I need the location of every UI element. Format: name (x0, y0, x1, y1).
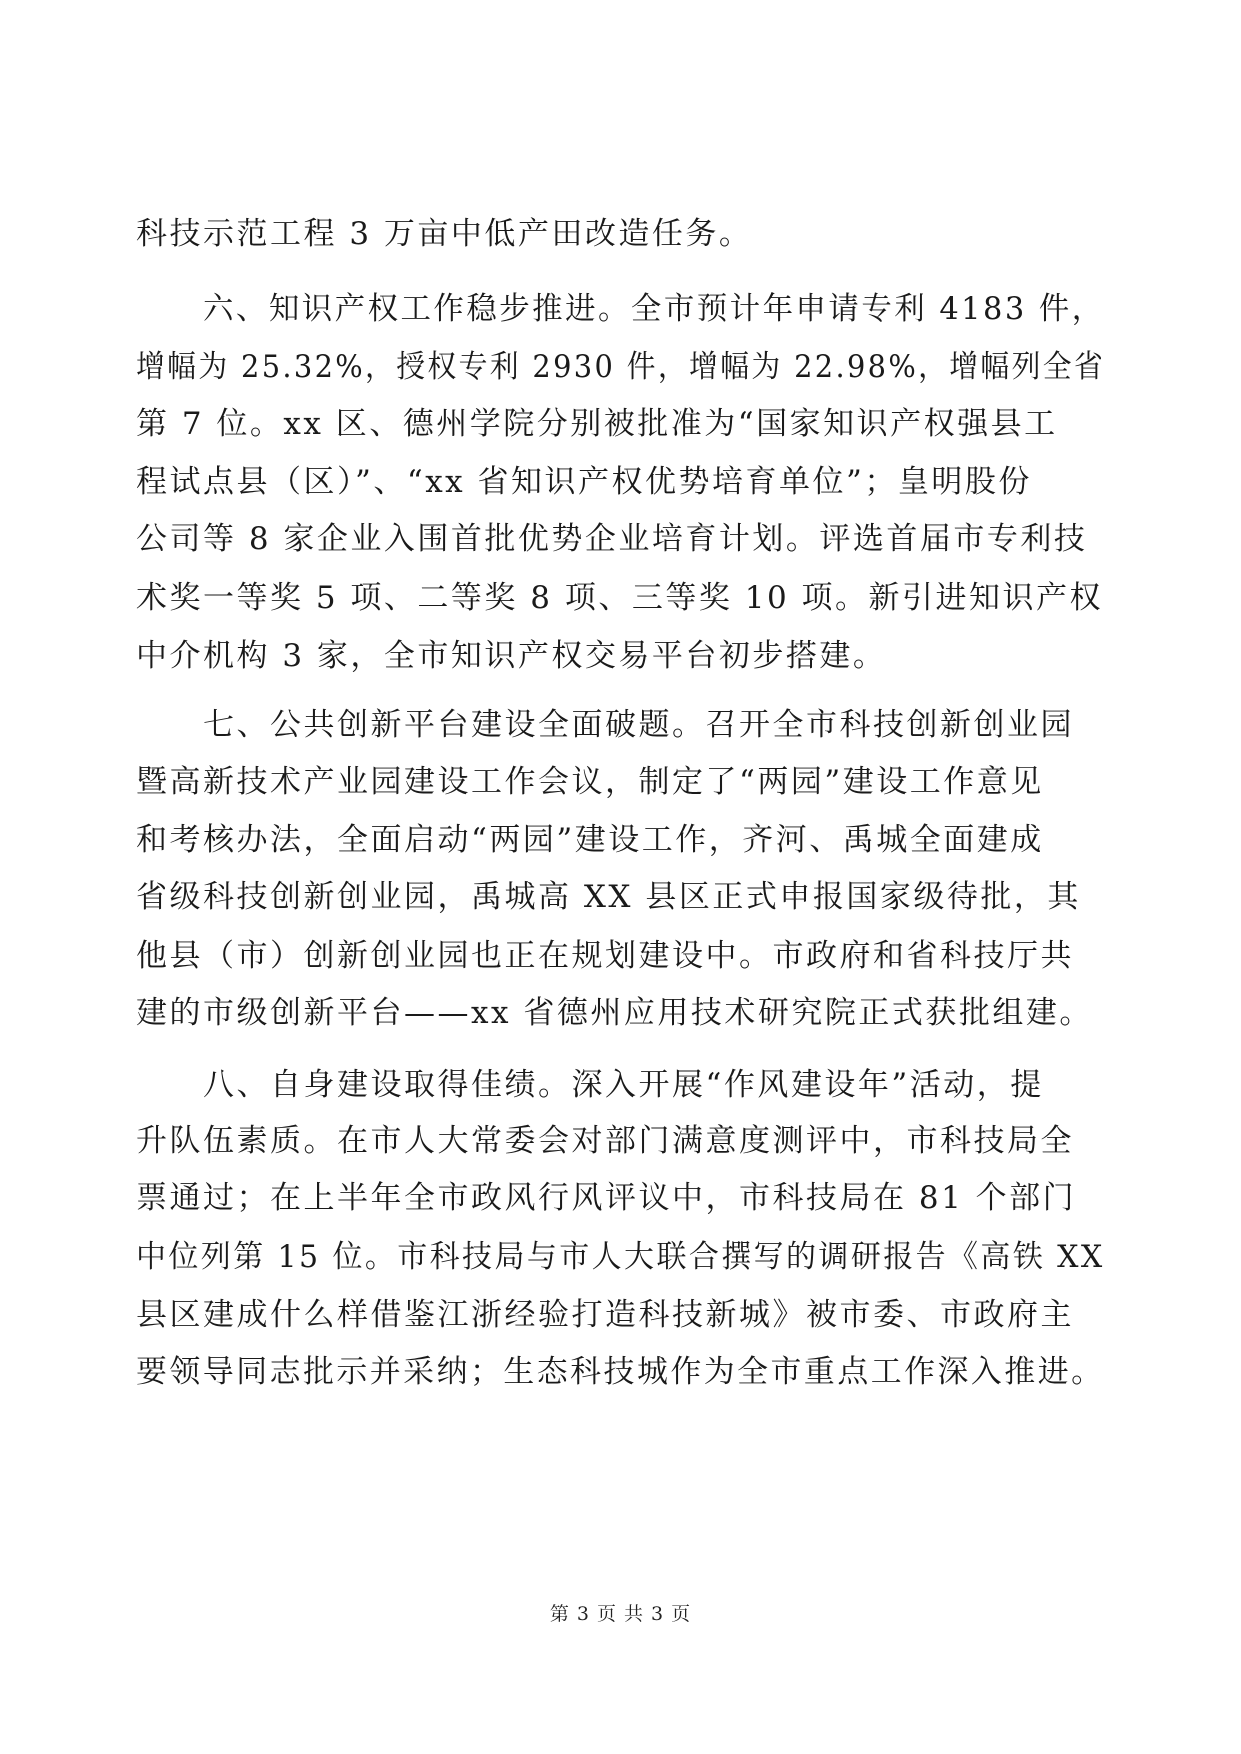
paragraph-8-line-4: 中位列第 15 位。市科技局与市人大联合撰写的调研报告《高铁 XX (136, 1239, 1105, 1275)
paragraph-8-line-6: 要领导同志批示并采纳；生态科技城作为全市重点工作深入推进。 (136, 1354, 1105, 1390)
paragraph-6-line-5: 公司等 8 家企业入围首批优势企业培育计划。评选首届市专利技 (136, 521, 1088, 557)
paragraph-7-line-6: 建的市级创新平台——xx 省德州应用技术研究院正式获批组建。 (136, 995, 1093, 1031)
paragraph-6-line-7: 中介机构 3 家，全市知识产权交易平台初步搭建。 (136, 638, 887, 674)
paragraph-7-line-1: 七、公共创新平台建设全面破题。召开全市科技创新创业园 (203, 707, 1074, 743)
paragraph-7-line-5: 他县（市）创新创业园也正在规划建设中。市政府和省科技厅共 (136, 938, 1074, 974)
paragraph-7-line-3: 和考核办法，全面启动“两园”建设工作，齐河、禹城全面建成 (136, 822, 1044, 858)
page-number-footer: 第 3 页 共 3 页 (549, 1603, 692, 1625)
paragraph-8-line-2: 升队伍素质。在市人大常委会对部门满意度测评中，市科技局全 (136, 1123, 1074, 1159)
paragraph-6-line-4: 程试点县（区）”、“xx 省知识产权优势培育单位”；皇明股份 (136, 464, 1032, 500)
paragraph-6-line-6: 术奖一等奖 5 项、二等奖 8 项、三等奖 10 项。新引进知识产权 (136, 580, 1104, 616)
paragraph-8-line-5: 县区建成什么样借鉴江浙经验打造科技新城》被市委、市政府主 (136, 1297, 1074, 1333)
paragraph-7-line-4: 省级科技创新创业园，禹城高 XX 县区正式申报国家级待批，其 (136, 879, 1081, 915)
paragraph-7-line-2: 暨高新技术产业园建设工作会议，制定了“两园”建设工作意见 (136, 764, 1044, 800)
paragraph-8-line-1: 八、自身建设取得佳绩。深入开展“作风建设年”活动，提 (203, 1067, 1044, 1103)
paragraph-5-line-end: 科技示范工程 3 万亩中低产田改造任务。 (136, 216, 753, 252)
paragraph-6-line-1: 六、知识产权工作稳步推进。全市预计年申请专利 4183 件， (203, 291, 1105, 327)
paragraph-8-line-3: 票通过；在上半年全市政风行风评议中，市科技局在 81 个部门 (136, 1180, 1077, 1216)
paragraph-6-line-2: 增幅为 25.32%，授权专利 2930 件，增幅为 22.98%，增幅列全省 (136, 349, 1106, 385)
paragraph-6-line-3: 第 7 位。xx 区、德州学院分别被批准为“国家知识产权强县工 (136, 406, 1058, 442)
